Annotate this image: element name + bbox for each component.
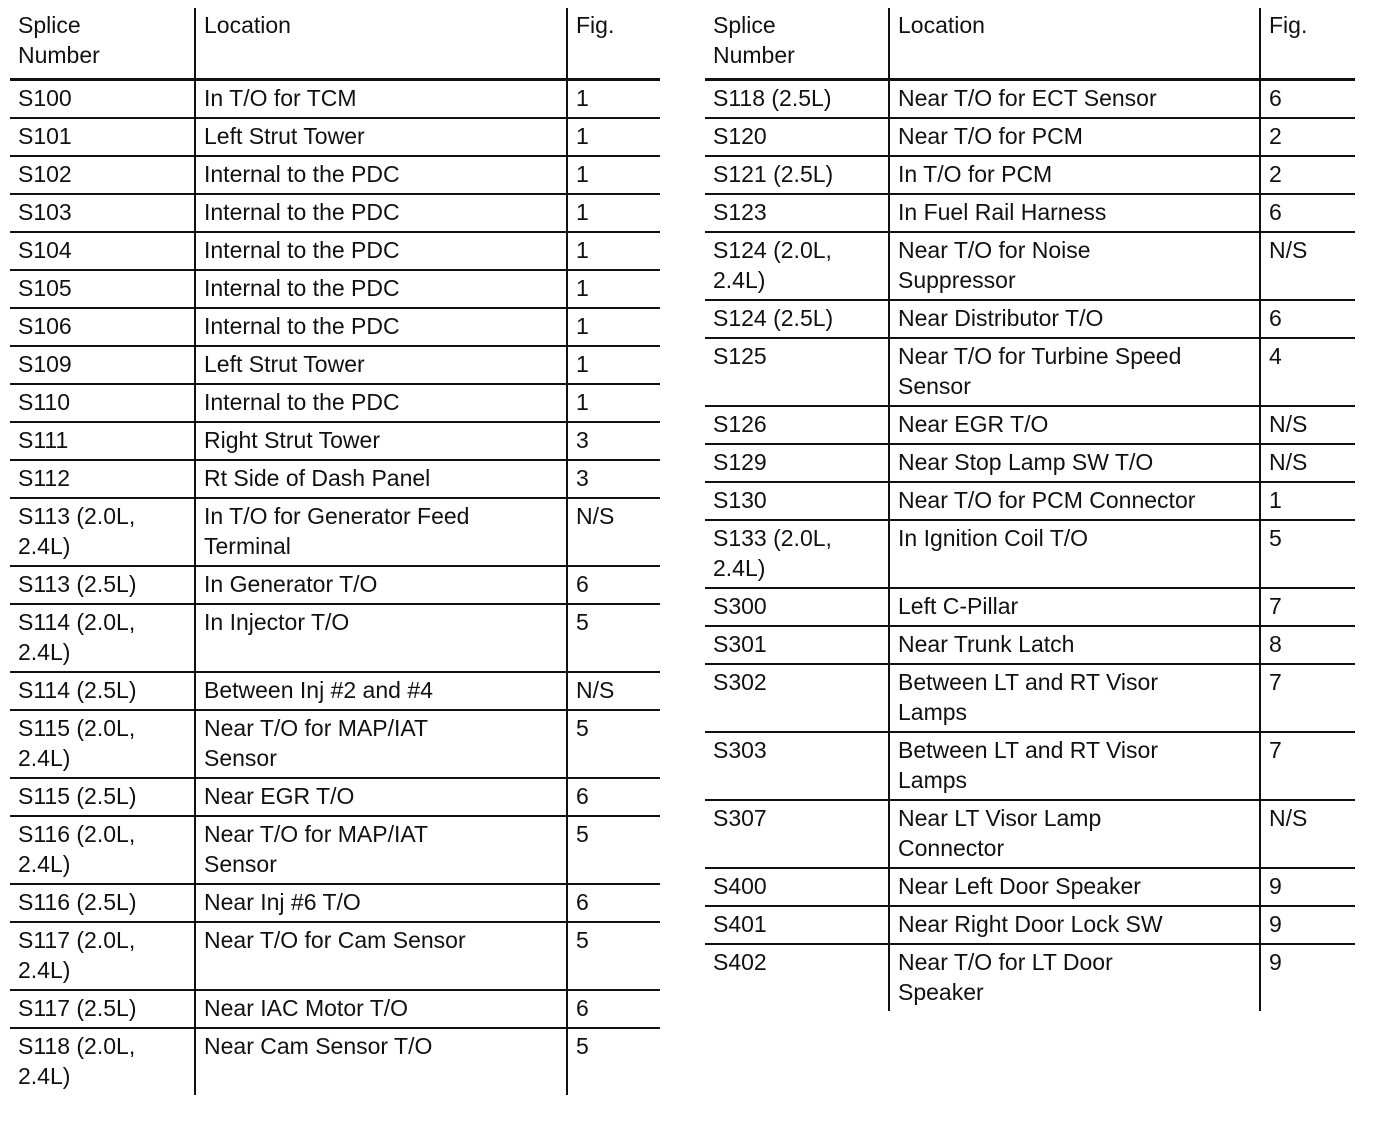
splice-number-cell: S124 (2.5L) (705, 300, 889, 338)
table-row (705, 868, 1355, 906)
location-cell: Between LT and RT Visor Lamps (889, 664, 1260, 732)
location-cell: Near Left Door Speaker (889, 868, 1260, 906)
splice-number-cell: S307 (705, 800, 889, 868)
table-row (10, 308, 660, 346)
fig-cell: 5 (567, 922, 660, 990)
splice-number-cell: S114 (2.5L) (10, 672, 195, 710)
table-row (10, 884, 660, 922)
table-row (705, 406, 1355, 444)
fig-cell: 1 (567, 346, 660, 384)
left-splice-table (10, 8, 660, 1095)
table-row (705, 338, 1355, 406)
location-cell: Near Cam Sensor T/O (195, 1028, 567, 1095)
right-splice-table (705, 8, 1355, 1011)
splice-number-cell: S111 (10, 422, 195, 460)
splice-number-cell: S130 (705, 482, 889, 520)
location-cell: Near T/O for MAP/IAT Sensor (195, 816, 567, 884)
location-header: Location (195, 8, 567, 80)
fig-cell: 1 (567, 384, 660, 422)
fig-cell: 6 (567, 566, 660, 604)
splice-number-cell: S114 (2.0L, 2.4L) (10, 604, 195, 672)
splice-number-header: Splice Number (705, 8, 889, 80)
location-cell: Internal to the PDC (195, 308, 567, 346)
fig-cell: 2 (1260, 118, 1355, 156)
table-row (705, 664, 1355, 732)
table-row (10, 232, 660, 270)
fig-cell: 1 (567, 194, 660, 232)
splice-number-cell: S117 (2.0L, 2.4L) (10, 922, 195, 990)
splice-number-cell: S100 (10, 80, 195, 119)
splice-number-cell: S302 (705, 664, 889, 732)
location-cell: Near Right Door Lock SW (889, 906, 1260, 944)
splice-number-cell: S109 (10, 346, 195, 384)
splice-number-cell: S400 (705, 868, 889, 906)
splice-number-cell: S101 (10, 118, 195, 156)
fig-cell: N/S (1260, 444, 1355, 482)
table-row (705, 156, 1355, 194)
splice-number-cell: S303 (705, 732, 889, 800)
fig-cell: 5 (567, 816, 660, 884)
location-cell: In Generator T/O (195, 566, 567, 604)
location-cell: Near T/O for PCM Connector (889, 482, 1260, 520)
fig-cell: 7 (1260, 588, 1355, 626)
table-row (10, 422, 660, 460)
table-row (705, 626, 1355, 664)
table-row (10, 156, 660, 194)
location-cell: Rt Side of Dash Panel (195, 460, 567, 498)
fig-cell: 1 (567, 308, 660, 346)
location-cell: Between Inj #2 and #4 (195, 672, 567, 710)
location-cell: Near T/O for Turbine Speed Sensor (889, 338, 1260, 406)
splice-number-cell: S113 (2.0L, 2.4L) (10, 498, 195, 566)
location-cell: Near IAC Motor T/O (195, 990, 567, 1028)
location-cell: In Ignition Coil T/O (889, 520, 1260, 588)
splice-number-cell: S116 (2.0L, 2.4L) (10, 816, 195, 884)
splice-number-cell: S301 (705, 626, 889, 664)
table-row (705, 482, 1355, 520)
fig-cell: 3 (567, 460, 660, 498)
location-cell: Near T/O for MAP/IAT Sensor (195, 710, 567, 778)
location-cell: Near T/O for PCM (889, 118, 1260, 156)
splice-number-cell: S115 (2.5L) (10, 778, 195, 816)
location-cell: In T/O for Generator Feed Terminal (195, 498, 567, 566)
location-cell: Near Inj #6 T/O (195, 884, 567, 922)
splice-number-cell: S121 (2.5L) (705, 156, 889, 194)
splice-number-cell: S103 (10, 194, 195, 232)
location-cell: Internal to the PDC (195, 232, 567, 270)
table-row (10, 270, 660, 308)
location-cell: Internal to the PDC (195, 194, 567, 232)
splice-number-cell: S120 (705, 118, 889, 156)
splice-number-cell: S126 (705, 406, 889, 444)
splice-number-cell: S110 (10, 384, 195, 422)
table-row (705, 906, 1355, 944)
splice-number-cell: S104 (10, 232, 195, 270)
splice-number-cell: S117 (2.5L) (10, 990, 195, 1028)
splice-number-cell: S115 (2.0L, 2.4L) (10, 710, 195, 778)
fig-cell: 6 (567, 990, 660, 1028)
location-cell: Internal to the PDC (195, 156, 567, 194)
fig-cell: 7 (1260, 732, 1355, 800)
fig-cell: 6 (1260, 80, 1355, 119)
table-row (705, 732, 1355, 800)
fig-cell: 4 (1260, 338, 1355, 406)
table-row (10, 922, 660, 990)
location-cell: Near EGR T/O (195, 778, 567, 816)
fig-cell: 1 (567, 80, 660, 119)
splice-number-cell: S112 (10, 460, 195, 498)
fig-cell: 1 (567, 232, 660, 270)
fig-cell: 5 (1260, 520, 1355, 588)
splice-number-cell: S125 (705, 338, 889, 406)
table-row (705, 232, 1355, 300)
splice-number-cell: S133 (2.0L, 2.4L) (705, 520, 889, 588)
splice-number-cell: S129 (705, 444, 889, 482)
fig-cell: N/S (567, 498, 660, 566)
splice-number-cell: S402 (713, 949, 767, 975)
location-cell: In Injector T/O (195, 604, 567, 672)
table-row (705, 944, 1355, 1011)
table-row (10, 778, 660, 816)
table-row (705, 300, 1355, 338)
fig-cell: 6 (567, 884, 660, 922)
fig-cell: 1 (567, 156, 660, 194)
splice-number-cell: S118 (2.0L, 2.4L) (18, 1033, 136, 1089)
location-cell: In T/O for PCM (889, 156, 1260, 194)
fig-cell: N/S (567, 672, 660, 710)
fig-header: Fig. (567, 8, 660, 80)
table-row (705, 800, 1355, 868)
table-row (10, 1028, 660, 1095)
fig-cell: N/S (1260, 406, 1355, 444)
location-cell: Left Strut Tower (195, 118, 567, 156)
fig-cell: 5 (567, 710, 660, 778)
fig-cell: N/S (1260, 800, 1355, 868)
fig-cell: 6 (567, 778, 660, 816)
location-cell: Near Stop Lamp SW T/O (889, 444, 1260, 482)
table-row (705, 118, 1355, 156)
location-cell: Between LT and RT Visor Lamps (889, 732, 1260, 800)
table-row (10, 566, 660, 604)
fig-cell: N/S (1260, 232, 1355, 300)
table-row (10, 710, 660, 778)
splice-number-cell: S113 (2.5L) (10, 566, 195, 604)
splice-number-cell: S300 (705, 588, 889, 626)
location-cell: Near EGR T/O (889, 406, 1260, 444)
splice-number-header: Splice Number (10, 8, 195, 80)
table-row (10, 990, 660, 1028)
table-header-row (10, 8, 660, 80)
splice-number-cell: S123 (705, 194, 889, 232)
location-cell: Left C-Pillar (889, 588, 1260, 626)
table-row (705, 80, 1355, 119)
table-row (10, 346, 660, 384)
location-cell: Near Distributor T/O (889, 300, 1260, 338)
fig-cell: 2 (1260, 156, 1355, 194)
fig-cell: 1 (567, 270, 660, 308)
fig-cell: 1 (567, 118, 660, 156)
fig-header: Fig. (1260, 8, 1355, 80)
splice-number-cell: S116 (2.5L) (10, 884, 195, 922)
fig-cell: 6 (1260, 194, 1355, 232)
table-row (10, 80, 660, 119)
table-header-row (705, 8, 1355, 80)
location-cell: Near Trunk Latch (889, 626, 1260, 664)
location-cell: Near T/O for Cam Sensor (195, 922, 567, 990)
location-cell: Near T/O for Noise Suppressor (889, 232, 1260, 300)
fig-cell: 5 (567, 604, 660, 672)
table-row (10, 604, 660, 672)
table-row (10, 672, 660, 710)
table-row (10, 460, 660, 498)
splice-number-cell: S124 (2.0L, 2.4L) (705, 232, 889, 300)
location-header: Location (889, 8, 1260, 80)
fig-cell: 8 (1260, 626, 1355, 664)
location-cell: Near T/O for ECT Sensor (889, 80, 1260, 119)
splice-number-cell: S401 (705, 906, 889, 944)
table-row (705, 588, 1355, 626)
fig-cell: 9 (1260, 906, 1355, 944)
splice-number-cell: S106 (10, 308, 195, 346)
table-row (10, 384, 660, 422)
location-cell: Internal to the PDC (195, 384, 567, 422)
fig-cell: 9 (1260, 868, 1355, 906)
fig-cell: 7 (1260, 664, 1355, 732)
splice-number-cell: S118 (2.5L) (705, 80, 889, 119)
fig-cell: 9 (1260, 944, 1355, 1011)
table-row (705, 520, 1355, 588)
fig-cell: 1 (1260, 482, 1355, 520)
table-row (10, 118, 660, 156)
fig-cell: 5 (567, 1028, 660, 1095)
table-row (705, 194, 1355, 232)
fig-cell: 6 (1260, 300, 1355, 338)
location-cell: In T/O for TCM (195, 80, 567, 119)
location-cell: Left Strut Tower (195, 346, 567, 384)
table-row (10, 816, 660, 884)
table-row (705, 444, 1355, 482)
location-cell: Near LT Visor Lamp Connector (889, 800, 1260, 868)
table-row (10, 194, 660, 232)
location-cell: In Fuel Rail Harness (889, 194, 1260, 232)
fig-cell: 3 (567, 422, 660, 460)
location-cell: Near T/O for LT Door Speaker (889, 944, 1260, 1011)
splice-number-cell: S105 (10, 270, 195, 308)
table-row (10, 498, 660, 566)
splice-number-cell: S102 (10, 156, 195, 194)
location-cell: Internal to the PDC (195, 270, 567, 308)
location-cell: Right Strut Tower (195, 422, 567, 460)
